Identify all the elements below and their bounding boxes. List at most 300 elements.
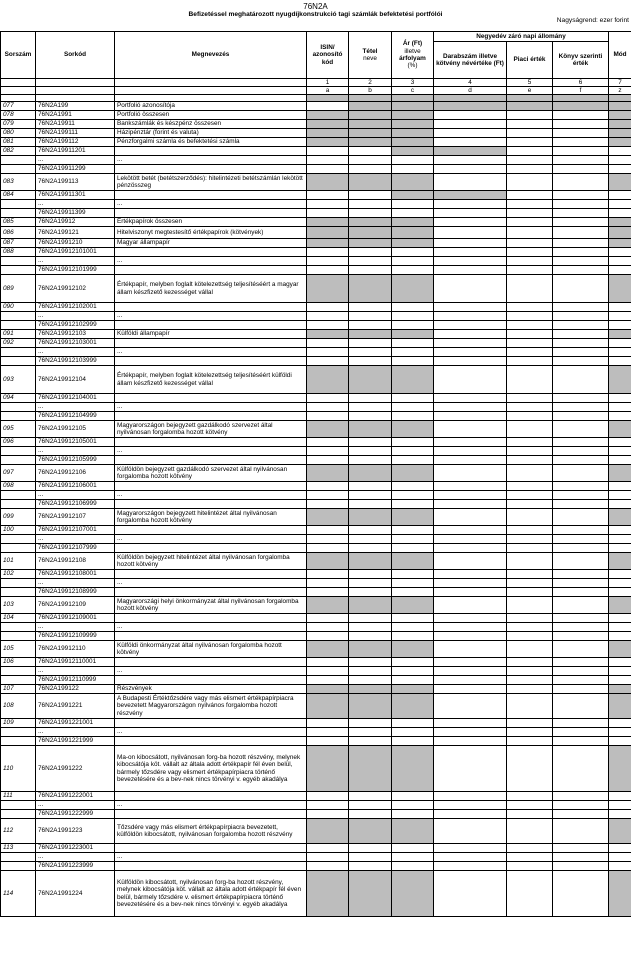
value-cell[interactable] [307, 676, 349, 685]
value-cell[interactable] [553, 819, 609, 844]
value-cell[interactable] [349, 191, 392, 200]
value-cell[interactable] [553, 438, 609, 447]
value-cell[interactable] [553, 871, 609, 917]
value-cell[interactable] [553, 218, 609, 227]
value-cell[interactable] [349, 147, 392, 156]
value-cell[interactable] [349, 614, 392, 623]
value-cell[interactable] [392, 348, 434, 357]
value-cell[interactable] [553, 348, 609, 357]
value-cell[interactable] [507, 853, 553, 862]
value-cell[interactable] [307, 810, 349, 819]
value-cell[interactable] [507, 623, 553, 632]
value-cell[interactable] [507, 810, 553, 819]
value-cell[interactable] [392, 632, 434, 641]
value-cell[interactable] [307, 303, 349, 312]
value-cell[interactable] [609, 200, 631, 209]
value-cell[interactable] [553, 491, 609, 500]
value-cell[interactable] [434, 465, 507, 482]
value-cell[interactable] [307, 147, 349, 156]
value-cell[interactable] [434, 120, 507, 129]
value-cell[interactable] [434, 348, 507, 357]
value-cell[interactable] [434, 597, 507, 614]
value-cell[interactable] [349, 853, 392, 862]
value-cell[interactable] [434, 719, 507, 728]
value-cell[interactable] [434, 312, 507, 321]
value-cell[interactable] [507, 792, 553, 801]
value-cell[interactable] [392, 156, 434, 165]
value-cell[interactable] [553, 482, 609, 491]
value-cell[interactable] [507, 209, 553, 218]
value-cell[interactable] [307, 339, 349, 348]
value-cell[interactable] [507, 403, 553, 412]
value-cell[interactable] [349, 266, 392, 275]
value-cell[interactable] [392, 737, 434, 746]
value-cell[interactable] [392, 321, 434, 330]
value-cell[interactable] [609, 526, 631, 535]
value-cell[interactable] [307, 200, 349, 209]
value-cell[interactable] [392, 491, 434, 500]
value-cell[interactable] [553, 394, 609, 403]
value-cell[interactable] [392, 667, 434, 676]
value-cell[interactable] [434, 614, 507, 623]
value-cell[interactable] [507, 844, 553, 853]
value-cell[interactable] [507, 614, 553, 623]
value-cell[interactable] [609, 792, 631, 801]
value-cell[interactable] [609, 412, 631, 421]
value-cell[interactable] [434, 447, 507, 456]
value-cell[interactable] [307, 579, 349, 588]
value-cell[interactable] [507, 862, 553, 871]
value-cell[interactable] [392, 544, 434, 553]
value-cell[interactable] [307, 156, 349, 165]
value-cell[interactable] [307, 632, 349, 641]
value-cell[interactable] [349, 737, 392, 746]
value-cell[interactable] [434, 844, 507, 853]
value-cell[interactable] [349, 719, 392, 728]
value-cell[interactable] [609, 579, 631, 588]
value-cell[interactable] [507, 871, 553, 917]
value-cell[interactable] [553, 535, 609, 544]
value-cell[interactable] [349, 535, 392, 544]
value-cell[interactable] [553, 737, 609, 746]
value-cell[interactable] [609, 156, 631, 165]
value-cell[interactable] [553, 447, 609, 456]
value-cell[interactable] [553, 366, 609, 394]
value-cell[interactable] [507, 248, 553, 257]
value-cell[interactable] [349, 667, 392, 676]
value-cell[interactable] [553, 156, 609, 165]
value-cell[interactable] [434, 623, 507, 632]
value-cell[interactable] [307, 500, 349, 509]
value-cell[interactable] [392, 728, 434, 737]
value-cell[interactable] [434, 303, 507, 312]
value-cell[interactable] [553, 227, 609, 239]
value-cell[interactable] [553, 239, 609, 248]
value-cell[interactable] [434, 871, 507, 917]
value-cell[interactable] [349, 728, 392, 737]
value-cell[interactable] [553, 588, 609, 597]
value-cell[interactable] [434, 792, 507, 801]
value-cell[interactable] [349, 321, 392, 330]
value-cell[interactable] [349, 862, 392, 871]
value-cell[interactable] [507, 191, 553, 200]
value-cell[interactable] [553, 509, 609, 526]
value-cell[interactable] [507, 579, 553, 588]
value-cell[interactable] [349, 412, 392, 421]
value-cell[interactable] [507, 526, 553, 535]
value-cell[interactable] [609, 266, 631, 275]
value-cell[interactable] [434, 535, 507, 544]
value-cell[interactable] [609, 321, 631, 330]
value-cell[interactable] [609, 614, 631, 623]
value-cell[interactable] [349, 257, 392, 266]
value-cell[interactable] [609, 394, 631, 403]
value-cell[interactable] [434, 339, 507, 348]
value-cell[interactable] [507, 482, 553, 491]
value-cell[interactable] [434, 412, 507, 421]
value-cell[interactable] [392, 165, 434, 174]
value-cell[interactable] [553, 862, 609, 871]
value-cell[interactable] [307, 801, 349, 810]
value-cell[interactable] [349, 844, 392, 853]
value-cell[interactable] [553, 257, 609, 266]
value-cell[interactable] [507, 412, 553, 421]
value-cell[interactable] [392, 658, 434, 667]
value-cell[interactable] [392, 200, 434, 209]
value-cell[interactable] [392, 482, 434, 491]
value-cell[interactable] [434, 570, 507, 579]
value-cell[interactable] [307, 357, 349, 366]
value-cell[interactable] [553, 147, 609, 156]
value-cell[interactable] [609, 588, 631, 597]
value-cell[interactable] [553, 676, 609, 685]
value-cell[interactable] [553, 330, 609, 339]
value-cell[interactable] [507, 535, 553, 544]
value-cell[interactable] [507, 819, 553, 844]
value-cell[interactable] [507, 348, 553, 357]
value-cell[interactable] [553, 200, 609, 209]
value-cell[interactable] [507, 801, 553, 810]
value-cell[interactable] [307, 248, 349, 257]
value-cell[interactable] [349, 165, 392, 174]
value-cell[interactable] [349, 801, 392, 810]
value-cell[interactable] [392, 403, 434, 412]
value-cell[interactable] [507, 544, 553, 553]
value-cell[interactable] [507, 239, 553, 248]
value-cell[interactable] [349, 676, 392, 685]
value-cell[interactable] [349, 312, 392, 321]
value-cell[interactable] [553, 667, 609, 676]
value-cell[interactable] [434, 330, 507, 339]
value-cell[interactable] [609, 728, 631, 737]
value-cell[interactable] [307, 102, 349, 111]
value-cell[interactable] [307, 862, 349, 871]
value-cell[interactable] [392, 526, 434, 535]
value-cell[interactable] [349, 792, 392, 801]
value-cell[interactable] [434, 509, 507, 526]
value-cell[interactable] [392, 810, 434, 819]
value-cell[interactable] [507, 421, 553, 438]
value-cell[interactable] [553, 614, 609, 623]
value-cell[interactable] [507, 676, 553, 685]
value-cell[interactable] [507, 303, 553, 312]
value-cell[interactable] [609, 535, 631, 544]
value-cell[interactable] [507, 728, 553, 737]
value-cell[interactable] [553, 746, 609, 792]
value-cell[interactable] [507, 156, 553, 165]
value-cell[interactable] [553, 312, 609, 321]
value-cell[interactable] [392, 792, 434, 801]
value-cell[interactable] [392, 853, 434, 862]
value-cell[interactable] [392, 579, 434, 588]
value-cell[interactable] [507, 321, 553, 330]
value-cell[interactable] [307, 348, 349, 357]
value-cell[interactable] [507, 685, 553, 694]
value-cell[interactable] [609, 303, 631, 312]
value-cell[interactable] [434, 544, 507, 553]
value-cell[interactable] [349, 658, 392, 667]
value-cell[interactable] [507, 218, 553, 227]
value-cell[interactable] [553, 544, 609, 553]
value-cell[interactable] [507, 465, 553, 482]
value-cell[interactable] [349, 394, 392, 403]
value-cell[interactable] [392, 303, 434, 312]
value-cell[interactable] [609, 403, 631, 412]
value-cell[interactable] [609, 676, 631, 685]
value-cell[interactable] [392, 614, 434, 623]
value-cell[interactable] [349, 403, 392, 412]
value-cell[interactable] [434, 394, 507, 403]
value-cell[interactable] [307, 623, 349, 632]
value-cell[interactable] [307, 266, 349, 275]
value-cell[interactable] [553, 632, 609, 641]
value-cell[interactable] [307, 544, 349, 553]
value-cell[interactable] [507, 312, 553, 321]
value-cell[interactable] [507, 174, 553, 191]
value-cell[interactable] [507, 509, 553, 526]
value-cell[interactable] [349, 588, 392, 597]
value-cell[interactable] [349, 526, 392, 535]
value-cell[interactable] [307, 614, 349, 623]
value-cell[interactable] [434, 641, 507, 658]
value-cell[interactable] [434, 218, 507, 227]
value-cell[interactable] [307, 588, 349, 597]
value-cell[interactable] [609, 165, 631, 174]
value-cell[interactable] [553, 658, 609, 667]
value-cell[interactable] [434, 553, 507, 570]
value-cell[interactable] [507, 694, 553, 719]
value-cell[interactable] [553, 853, 609, 862]
value-cell[interactable] [609, 801, 631, 810]
value-cell[interactable] [434, 266, 507, 275]
value-cell[interactable] [609, 491, 631, 500]
value-cell[interactable] [553, 728, 609, 737]
value-cell[interactable] [507, 394, 553, 403]
value-cell[interactable] [434, 685, 507, 694]
value-cell[interactable] [609, 544, 631, 553]
value-cell[interactable] [609, 632, 631, 641]
value-cell[interactable] [507, 165, 553, 174]
value-cell[interactable] [349, 248, 392, 257]
value-cell[interactable] [434, 138, 507, 147]
value-cell[interactable] [434, 239, 507, 248]
value-cell[interactable] [553, 719, 609, 728]
value-cell[interactable] [434, 275, 507, 303]
value-cell[interactable] [392, 862, 434, 871]
value-cell[interactable] [609, 570, 631, 579]
value-cell[interactable] [434, 156, 507, 165]
value-cell[interactable] [434, 200, 507, 209]
value-cell[interactable] [507, 227, 553, 239]
value-cell[interactable] [434, 357, 507, 366]
value-cell[interactable] [507, 641, 553, 658]
value-cell[interactable] [392, 412, 434, 421]
value-cell[interactable] [609, 348, 631, 357]
value-cell[interactable] [434, 632, 507, 641]
value-cell[interactable] [392, 844, 434, 853]
value-cell[interactable] [392, 456, 434, 465]
value-cell[interactable] [349, 200, 392, 209]
value-cell[interactable] [609, 853, 631, 862]
value-cell[interactable] [434, 667, 507, 676]
value-cell[interactable] [553, 111, 609, 120]
value-cell[interactable] [553, 456, 609, 465]
value-cell[interactable] [553, 694, 609, 719]
value-cell[interactable] [609, 357, 631, 366]
value-cell[interactable] [553, 120, 609, 129]
value-cell[interactable] [609, 658, 631, 667]
value-cell[interactable] [392, 438, 434, 447]
value-cell[interactable] [609, 191, 631, 200]
value-cell[interactable] [507, 339, 553, 348]
value-cell[interactable] [434, 853, 507, 862]
value-cell[interactable] [392, 248, 434, 257]
value-cell[interactable] [507, 366, 553, 394]
value-cell[interactable] [434, 403, 507, 412]
value-cell[interactable] [307, 792, 349, 801]
value-cell[interactable] [307, 853, 349, 862]
value-cell[interactable] [609, 667, 631, 676]
value-cell[interactable] [553, 623, 609, 632]
value-cell[interactable] [349, 632, 392, 641]
value-cell[interactable] [553, 526, 609, 535]
value-cell[interactable] [392, 588, 434, 597]
value-cell[interactable] [307, 312, 349, 321]
value-cell[interactable] [307, 667, 349, 676]
value-cell[interactable] [307, 719, 349, 728]
value-cell[interactable] [307, 535, 349, 544]
value-cell[interactable] [507, 120, 553, 129]
value-cell[interactable] [507, 275, 553, 303]
value-cell[interactable] [507, 667, 553, 676]
value-cell[interactable] [392, 570, 434, 579]
value-cell[interactable] [507, 632, 553, 641]
value-cell[interactable] [307, 165, 349, 174]
value-cell[interactable] [553, 810, 609, 819]
value-cell[interactable] [434, 257, 507, 266]
value-cell[interactable] [392, 535, 434, 544]
value-cell[interactable] [434, 174, 507, 191]
value-cell[interactable] [507, 357, 553, 366]
value-cell[interactable] [609, 248, 631, 257]
value-cell[interactable] [553, 844, 609, 853]
value-cell[interactable] [349, 810, 392, 819]
value-cell[interactable] [609, 844, 631, 853]
value-cell[interactable] [609, 862, 631, 871]
value-cell[interactable] [609, 209, 631, 218]
value-cell[interactable] [434, 579, 507, 588]
value-cell[interactable] [507, 138, 553, 147]
value-cell[interactable] [507, 257, 553, 266]
value-cell[interactable] [553, 266, 609, 275]
value-cell[interactable] [553, 138, 609, 147]
value-cell[interactable] [507, 266, 553, 275]
value-cell[interactable] [553, 357, 609, 366]
value-cell[interactable] [392, 500, 434, 509]
value-cell[interactable] [434, 588, 507, 597]
value-cell[interactable] [553, 570, 609, 579]
value-cell[interactable] [434, 746, 507, 792]
value-cell[interactable] [553, 421, 609, 438]
value-cell[interactable] [609, 456, 631, 465]
value-cell[interactable] [434, 728, 507, 737]
value-cell[interactable] [609, 147, 631, 156]
value-cell[interactable] [553, 801, 609, 810]
value-cell[interactable] [392, 447, 434, 456]
value-cell[interactable] [553, 412, 609, 421]
value-cell[interactable] [349, 482, 392, 491]
value-cell[interactable] [307, 447, 349, 456]
value-cell[interactable] [507, 719, 553, 728]
value-cell[interactable] [349, 500, 392, 509]
value-cell[interactable] [392, 719, 434, 728]
value-cell[interactable] [349, 339, 392, 348]
value-cell[interactable] [434, 526, 507, 535]
value-cell[interactable] [349, 544, 392, 553]
value-cell[interactable] [507, 447, 553, 456]
value-cell[interactable] [609, 312, 631, 321]
value-cell[interactable] [553, 500, 609, 509]
value-cell[interactable] [307, 321, 349, 330]
value-cell[interactable] [307, 191, 349, 200]
value-cell[interactable] [507, 658, 553, 667]
value-cell[interactable] [434, 737, 507, 746]
value-cell[interactable] [307, 737, 349, 746]
value-cell[interactable] [349, 491, 392, 500]
value-cell[interactable] [507, 597, 553, 614]
value-cell[interactable] [507, 588, 553, 597]
value-cell[interactable] [434, 248, 507, 257]
value-cell[interactable] [434, 482, 507, 491]
value-cell[interactable] [349, 623, 392, 632]
value-cell[interactable] [434, 500, 507, 509]
value-cell[interactable] [609, 257, 631, 266]
value-cell[interactable] [392, 676, 434, 685]
value-cell[interactable] [307, 526, 349, 535]
value-cell[interactable] [434, 862, 507, 871]
value-cell[interactable] [507, 491, 553, 500]
value-cell[interactable] [609, 810, 631, 819]
value-cell[interactable] [434, 491, 507, 500]
value-cell[interactable] [307, 403, 349, 412]
value-cell[interactable] [553, 321, 609, 330]
value-cell[interactable] [507, 129, 553, 138]
value-cell[interactable] [392, 357, 434, 366]
value-cell[interactable] [609, 438, 631, 447]
value-cell[interactable] [392, 209, 434, 218]
value-cell[interactable] [553, 465, 609, 482]
value-cell[interactable] [349, 156, 392, 165]
